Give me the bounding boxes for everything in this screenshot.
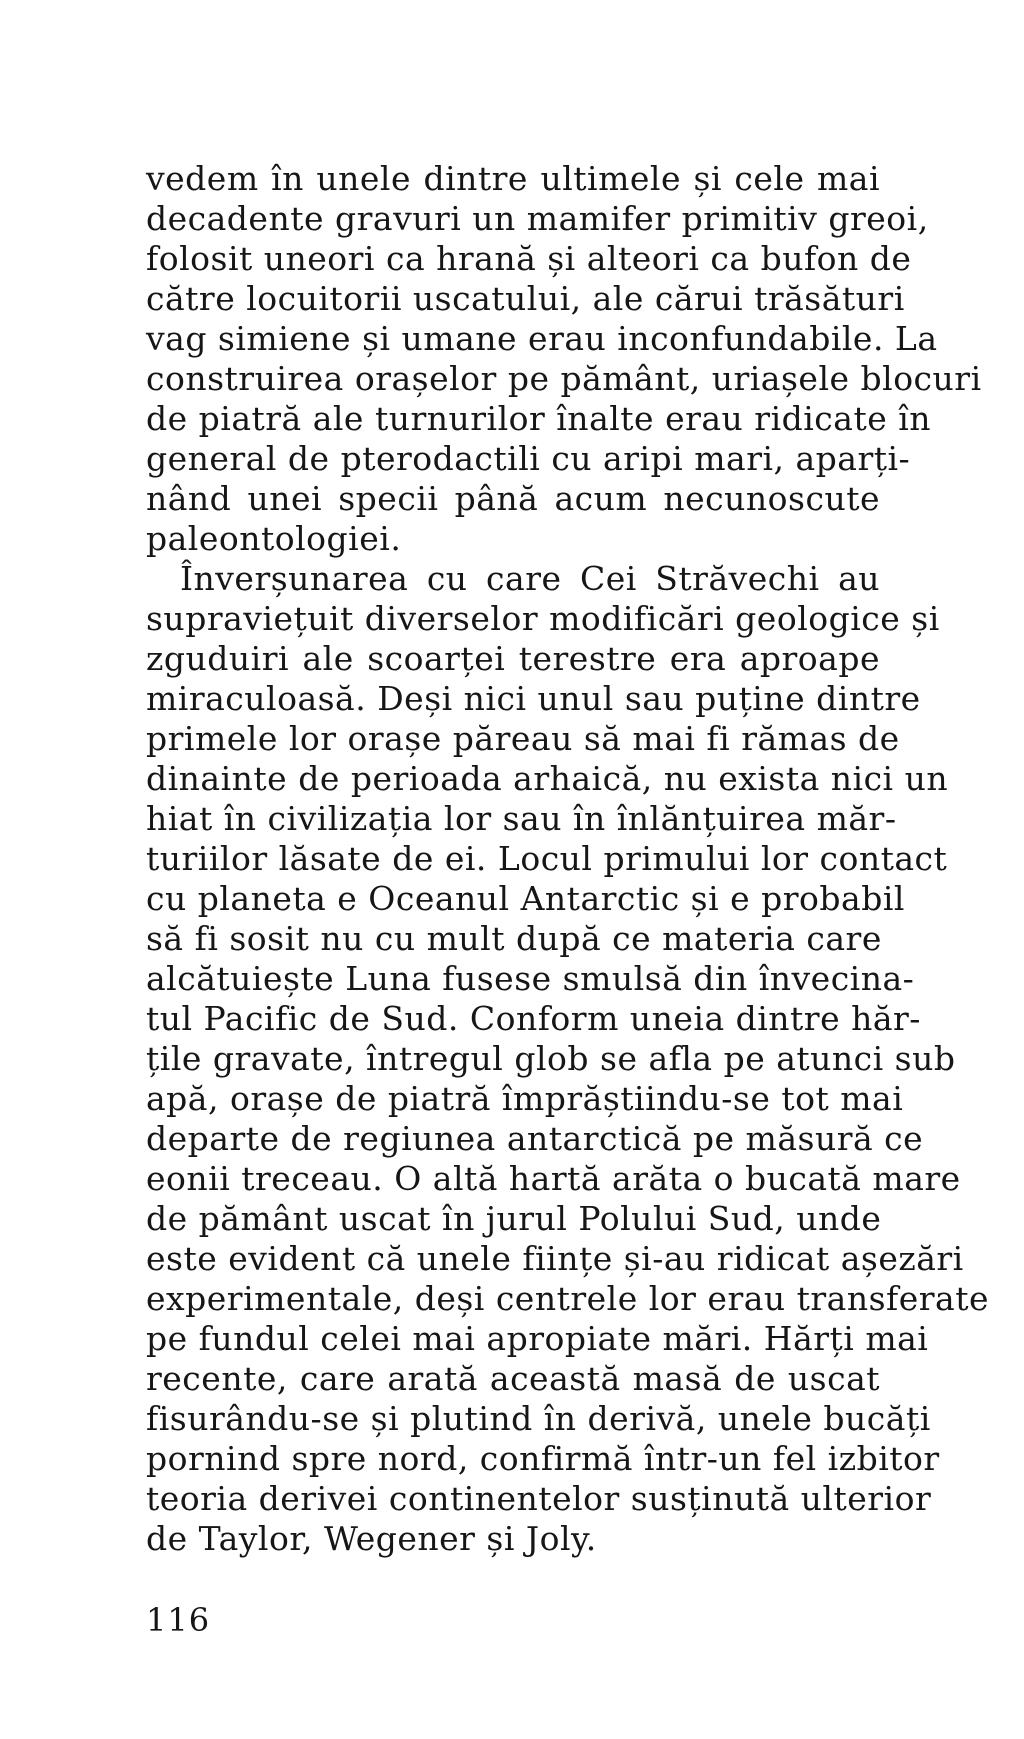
text-line: paleontologiei. — [146, 519, 402, 558]
text-line: experimentale, deși centrele lor erau transferate — [146, 1279, 990, 1318]
text-line: nând unei specii până acum necunoscute — [146, 479, 880, 518]
text-line: recente, care arată această masă de uscat — [146, 1359, 880, 1398]
text-line: de Taylor, Wegener și Joly. — [146, 1519, 597, 1558]
text-line: vedem în unele dintre ultimele și cele mai — [146, 159, 880, 198]
text-line: zguduiri ale scoarței terestre era aproape — [146, 639, 880, 678]
text-line: construirea orașelor pe pământ, uriașele blocuri — [146, 359, 982, 398]
text-line: turiilor lăsate de ei. Locul primului lor contact — [146, 839, 948, 878]
text-line: tul Pacific de Sud. Conform uneia dintre hăr- — [146, 999, 921, 1038]
text-line: de piatră ale turnurilor înalte erau ridicate în — [146, 399, 932, 438]
text-line: pe fundul celei mai apropiate mări. Hărți mai — [146, 1319, 929, 1358]
text-line: departe de regiunea antarctică pe măsură ce — [146, 1119, 924, 1158]
paragraph — [146, 559, 990, 1559]
text-line: țile gravate, întregul glob se afla pe atunci sub — [146, 1039, 956, 1078]
text-block — [146, 159, 990, 1559]
text-line: să fi sosit nu cu mult după ce materia care — [146, 919, 882, 958]
text-line: pornind spre nord, confirmă într-un fel izbitor — [146, 1439, 940, 1478]
text-line: dinainte de perioada arhaică, nu exista nici un — [146, 759, 949, 798]
text-line: eonii treceau. O altă hartă arăta o bucată mare — [146, 1159, 961, 1198]
text-line: către locuitorii uscatului, ale cărui trăsături — [146, 279, 905, 318]
text-line: primele lor orașe păreau să mai fi rămas de — [146, 719, 900, 758]
text-line: folosit uneori ca hrană și alteori ca bufon de — [146, 239, 912, 278]
paragraph — [146, 159, 982, 559]
text-line: Înverșunarea cu care Cei Străvechi au — [180, 559, 880, 598]
text-line: hiat în civilizația lor sau în înlănțuirea măr- — [146, 799, 897, 838]
text-line: teoria derivei continentelor susținută ulterior — [146, 1479, 932, 1518]
text-line: vag simiene și umane erau inconfundabile. La — [146, 319, 938, 358]
text-line: alcătuiește Luna fusese smulsă din învecina- — [146, 959, 915, 998]
text-line: miraculoasă. Deși nici unul sau puține dintre — [146, 679, 921, 718]
text-line: decadente gravuri un mamifer primitiv greoi, — [146, 199, 929, 238]
text-line: cu planeta e Oceanul Antarctic și e probabil — [146, 879, 905, 918]
text-line: de pământ uscat în jurul Polului Sud, unde — [146, 1199, 882, 1238]
text-line: este evident că unele ființe și-au ridicat așezări — [146, 1239, 964, 1278]
text-line: general de pterodactili cu aripi mari, aparți- — [146, 439, 911, 478]
page-number: 116 — [146, 1601, 211, 1639]
text-line: apă, orașe de piatră împrăștiindu-se tot mai — [146, 1079, 904, 1118]
text-line: supraviețuit diverselor modificări geologice și — [146, 599, 940, 638]
text-line: fisurându-se și plutind în derivă, unele bucăți — [146, 1399, 931, 1438]
